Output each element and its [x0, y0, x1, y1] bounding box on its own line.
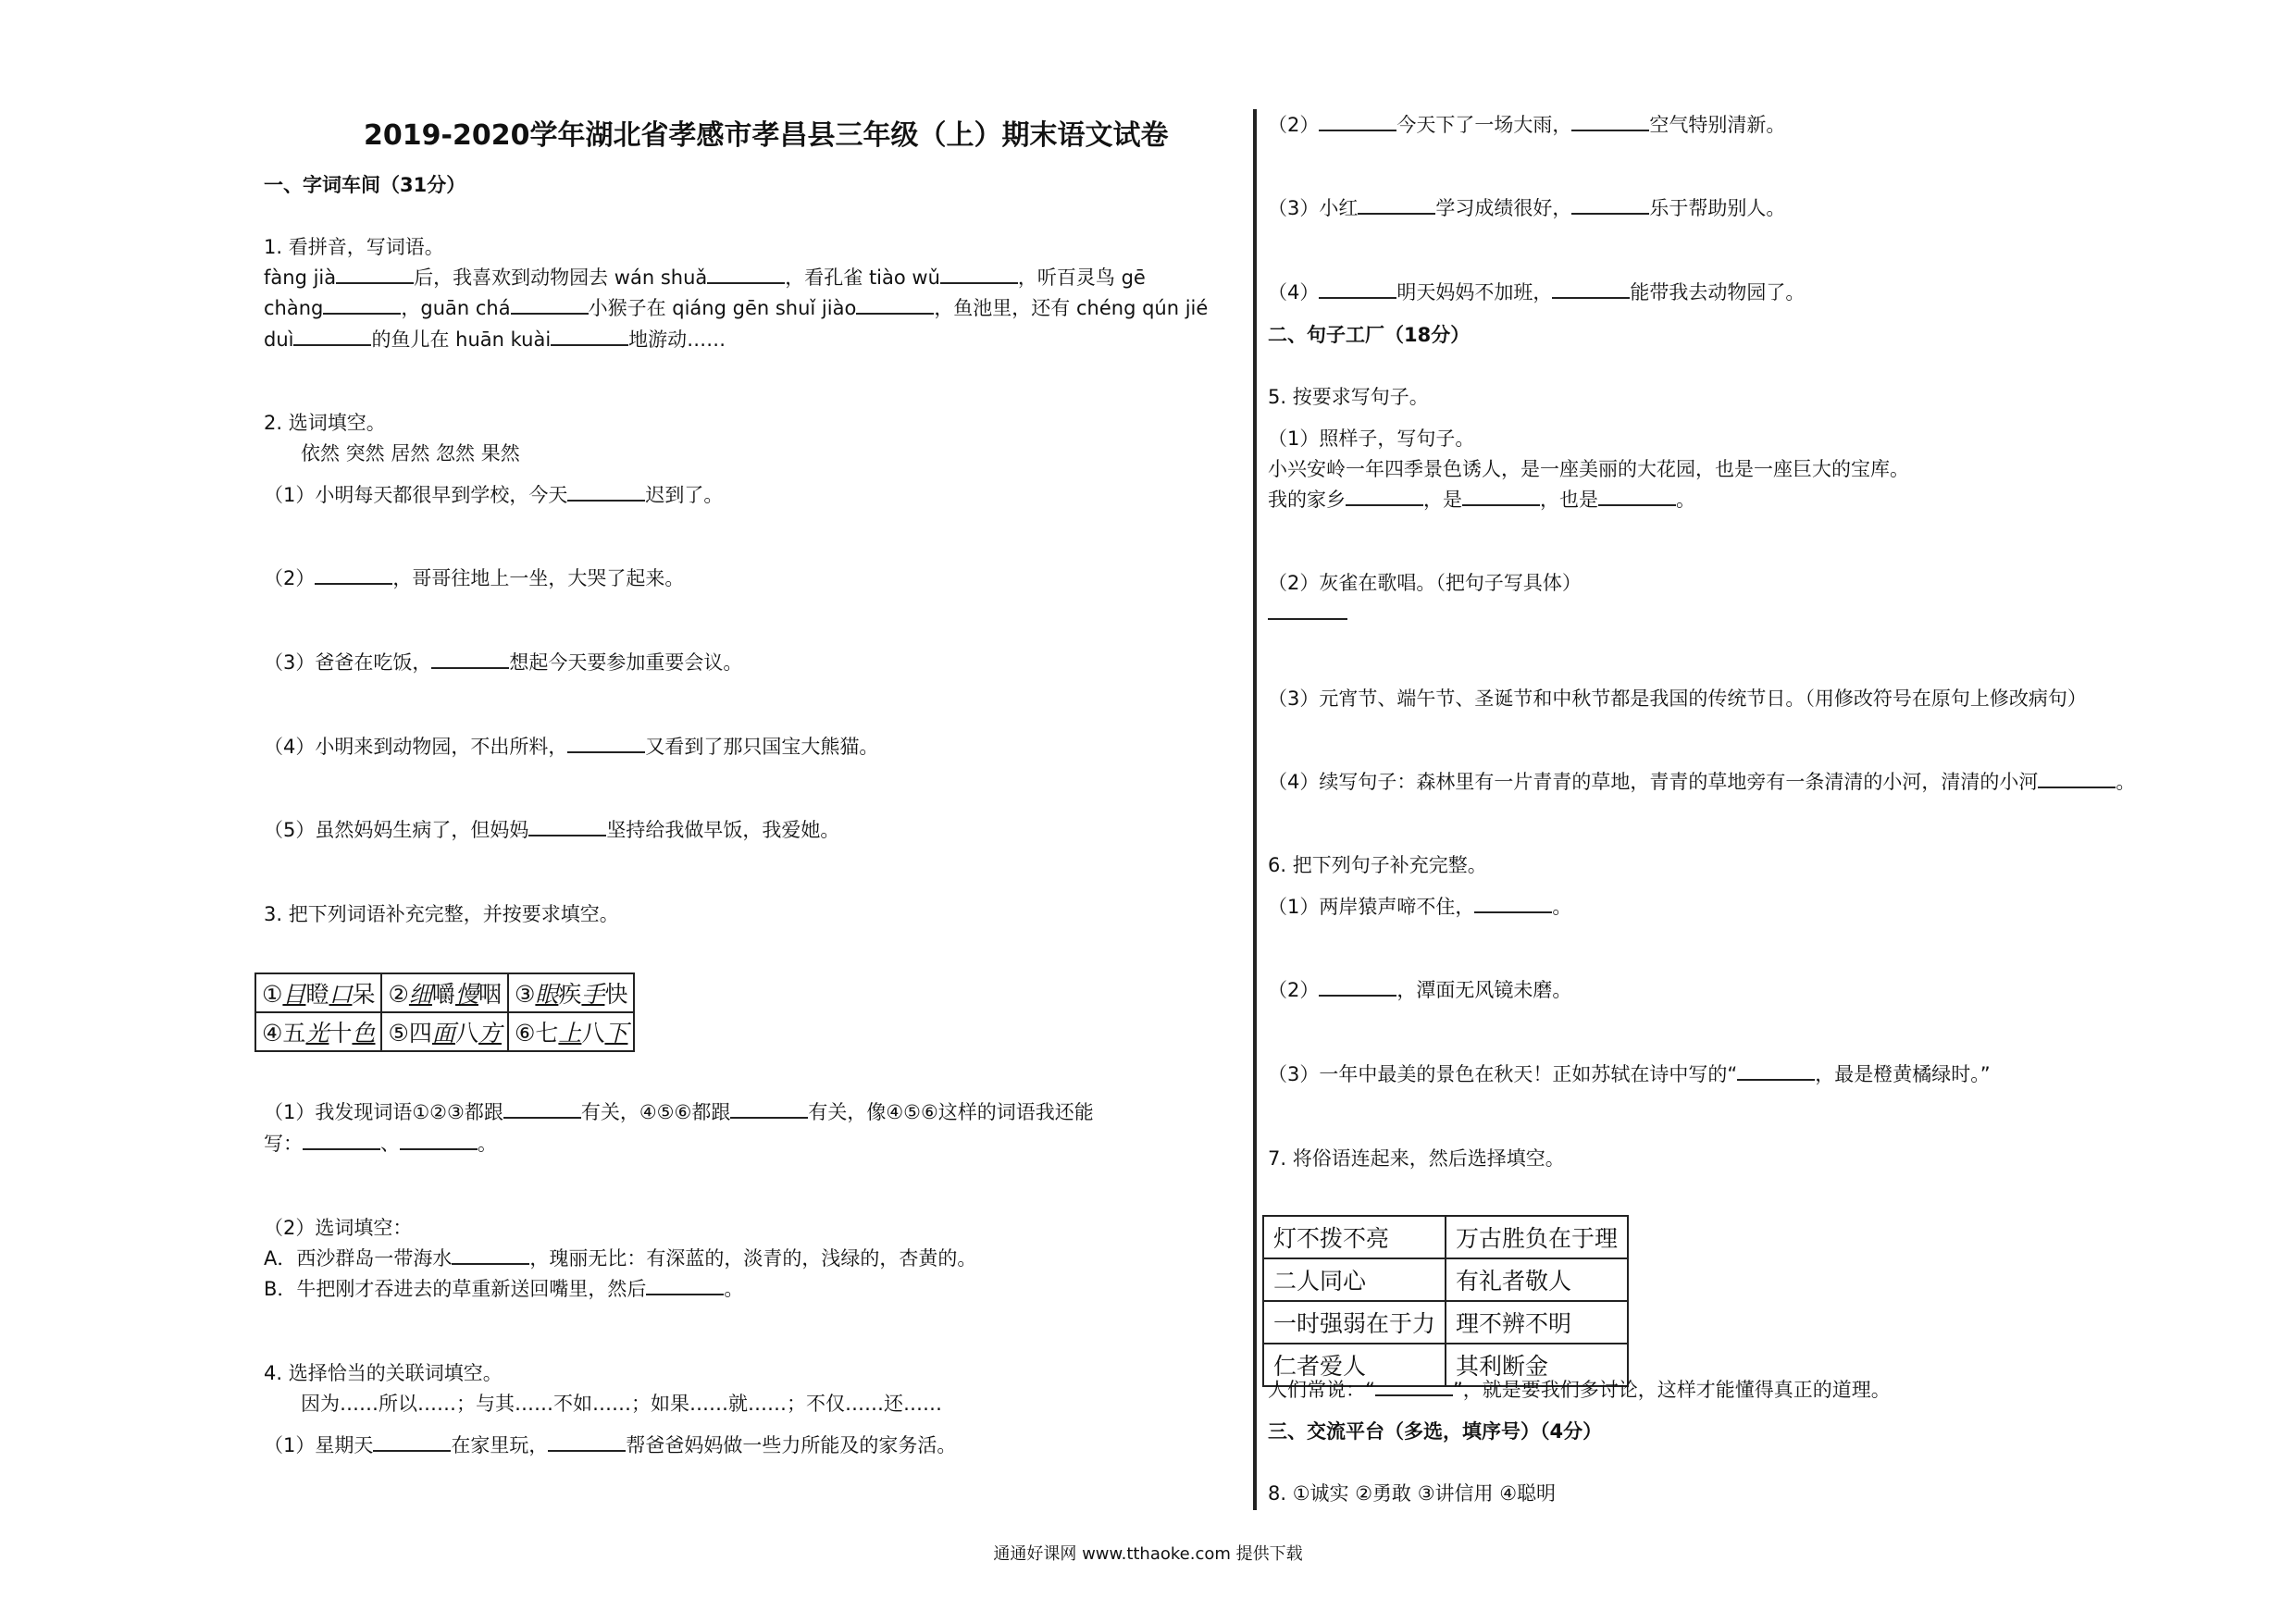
- answer-blank[interactable]: [1462, 486, 1540, 506]
- q7-fill: 人们常说：“ ”，就是要我们多讨论，这样才能懂得真正的道理。: [1268, 1376, 1891, 1404]
- q3-stem: 3. 把下列词语补充完整，并按要求填空。: [264, 903, 619, 925]
- answer-blank[interactable]: [730, 1098, 808, 1119]
- q5-sub3: （3）元宵节、端午节、圣诞节和中秋节都是我国的传统节日。（用修改符号在原句上修改病句）: [1268, 688, 2087, 710]
- table-cell: 一时强弱在于力: [1263, 1301, 1446, 1344]
- q6-item-2: （2） ，潭面无风镜未磨。: [1268, 976, 1571, 1004]
- q3-sub2-b: B．牛把刚才吞进去的草重新送回嘴里，然后 。: [264, 1275, 743, 1303]
- q1-line1: fàng jià 后，我喜欢到动物园去 wán shuǎ ，看孔雀 tiào wǔ ，听百灵鸟 gē: [264, 264, 1146, 291]
- answer-blank[interactable]: [1319, 111, 1396, 131]
- table-cell: 仁者爱人: [1263, 1344, 1446, 1386]
- table-cell: 其利断金: [1446, 1344, 1628, 1386]
- answer-blank[interactable]: [528, 816, 606, 836]
- q5-sub4: （4）续写句子：森林里有一片青青的草地，青青的草地旁有一条清清的小河，清清的小河 。: [1268, 768, 2135, 796]
- q7-stem: 7. 将俗语连起来，然后选择填空。: [1268, 1147, 1565, 1170]
- q2-item-3: （3）爸爸在吃饭， 想起今天要参加重要会议。: [264, 649, 742, 676]
- q5-fill-sentence: 我的家乡 ，是 ，也是 。: [1268, 486, 1695, 514]
- q4-item-1: （1）星期天 在家里玩， 帮爸爸妈妈做一些力所能及的家务活。: [264, 1431, 956, 1459]
- proverb-table: [1262, 1215, 1629, 1387]
- q3-sub1-line1: （1）我发现词语①②③都跟 有关，④⑤⑥都跟 有关，像④⑤⑥这样的词语我还能: [264, 1098, 1094, 1126]
- q2-word-bank: 依然 突然 居然 忽然 果然: [301, 442, 520, 465]
- q5-stem: 5. 按要求写句子。: [1268, 386, 1429, 408]
- q4-stem: 4. 选择恰当的关联词填空。: [264, 1362, 503, 1384]
- q2-item-1: （1）小明每天都很早到学校，今天 迟到了。: [264, 481, 723, 509]
- answer-blank[interactable]: [1358, 194, 1435, 215]
- answer-blank[interactable]: [2038, 768, 2116, 788]
- table-row: [255, 1012, 634, 1051]
- q3-sub2-a: A．西沙群岛一带海水 ，瑰丽无比：有深蓝的，淡青的，浅绿的，杏黄的。: [264, 1245, 976, 1272]
- answer-blank[interactable]: [1571, 194, 1649, 215]
- answer-blank[interactable]: [548, 1431, 626, 1452]
- q2-item-5: （5）虽然妈妈生病了，但妈妈 坚持给我做早饭，我爱她。: [264, 816, 839, 844]
- table-row: [1263, 1216, 1628, 1258]
- answer-blank[interactable]: [1319, 279, 1396, 299]
- answer-blank[interactable]: [431, 649, 509, 669]
- table-row: [255, 973, 634, 1012]
- answer-line[interactable]: [1268, 618, 1347, 620]
- answer-blank[interactable]: [511, 294, 589, 315]
- answer-blank[interactable]: [1598, 486, 1676, 506]
- answer-blank[interactable]: [1552, 279, 1630, 299]
- column-divider: [1253, 109, 1257, 1510]
- table-cell: 二人同心: [1263, 1258, 1446, 1301]
- answer-blank[interactable]: [646, 1275, 724, 1295]
- answer-blank[interactable]: [315, 564, 392, 585]
- q2-stem: 2. 选词填空。: [264, 412, 386, 434]
- q5-example-sentence: 小兴安岭一年四季景色诱人，是一座美丽的大花园，也是一座巨大的宝库。: [1268, 458, 1909, 480]
- answer-blank[interactable]: [336, 264, 414, 284]
- q1-line2: chàng ，guān chá 小猴子在 qiáng gēn shuǐ jiào ，鱼池里，还有 chéng qún jié: [264, 294, 1208, 322]
- answer-blank[interactable]: [567, 733, 645, 753]
- q3-sub2-heading: （2）选词填空：: [264, 1217, 413, 1239]
- table-cell: ④五光十色: [255, 1012, 381, 1051]
- table-row: [1263, 1258, 1628, 1301]
- q6-item-3: （3）一年中最美的景色在秋天！正如苏轼在诗中写的“ ，最是橙黄橘绿时。”: [1268, 1060, 1991, 1088]
- q6-stem: 6. 把下列句子补充完整。: [1268, 854, 1487, 876]
- q4-word-bank: 因为……所以……；与其……不如……；如果……就……；不仅……还……: [301, 1393, 942, 1415]
- answer-blank[interactable]: [856, 294, 934, 315]
- table-cell: 有礼者敬人: [1446, 1258, 1628, 1301]
- answer-blank[interactable]: [707, 264, 785, 284]
- section-2-heading: 二、句子工厂（18分）: [1268, 324, 1471, 346]
- answer-blank[interactable]: [567, 481, 645, 502]
- answer-blank[interactable]: [323, 294, 401, 315]
- table-cell: ③眼疾手快: [508, 973, 634, 1012]
- table-cell: ⑤四面八方: [381, 1012, 507, 1051]
- answer-blank[interactable]: [373, 1431, 451, 1452]
- table-cell: ②细嚼慢咽: [381, 973, 507, 1012]
- q3-sub1-line2: 写： 、 。: [264, 1130, 497, 1158]
- q2-item-2: （2） ，哥哥往地上一坐，大哭了起来。: [264, 564, 684, 592]
- answer-blank[interactable]: [1346, 486, 1423, 506]
- q6-item-1: （1）两岸猿声啼不住， 。: [1268, 893, 1571, 921]
- q5-sub2: （2）灰雀在歌唱。（把句子写具体）: [1268, 572, 1582, 594]
- q4-item-4: （4） 明天妈妈不加班， 能带我去动物园了。: [1268, 279, 1805, 306]
- answer-blank[interactable]: [551, 326, 628, 346]
- q1-line3: duì 的鱼儿在 huān kuài 地游动……: [264, 326, 726, 353]
- table-cell: 灯不拨不亮: [1263, 1216, 1446, 1258]
- q4-item-2: （2） 今天下了一场大雨， 空气特别清新。: [1268, 111, 1785, 139]
- q8-stem: 8. ①诚实 ②勇敢 ③讲信用 ④聪明: [1268, 1482, 1557, 1505]
- answer-blank[interactable]: [1319, 976, 1396, 997]
- section-1-heading: 一、字词车间（31分）: [264, 174, 466, 196]
- q4-item-3: （3）小红 学习成绩很好， 乐于帮助别人。: [1268, 194, 1785, 222]
- page-footer: 通通好课网 www.tthaoke.com 提供下载: [993, 1544, 1303, 1564]
- answer-blank[interactable]: [940, 264, 1018, 284]
- page-title: 2019-2020学年湖北省孝感市孝昌县三年级（上）期末语文试卷: [364, 119, 1169, 152]
- q2-item-4: （4）小明来到动物园，不出所料， 又看到了那只国宝大熊猫。: [264, 733, 878, 761]
- idiom-table: [254, 973, 635, 1052]
- table-cell: 理不辨不明: [1446, 1301, 1628, 1344]
- section-3-heading: 三、交流平台（多选，填序号）（4分）: [1268, 1420, 1603, 1443]
- answer-blank[interactable]: [1571, 111, 1649, 131]
- answer-blank[interactable]: [303, 1130, 380, 1150]
- table-cell: ⑥七上八下: [508, 1012, 634, 1051]
- answer-blank[interactable]: [293, 326, 371, 346]
- table-cell: 万古胜负在于理: [1446, 1216, 1628, 1258]
- answer-blank[interactable]: [1375, 1376, 1453, 1396]
- answer-blank[interactable]: [1737, 1060, 1815, 1081]
- answer-blank[interactable]: [1474, 893, 1552, 913]
- q5-sub1-heading: （1）照样子，写句子。: [1268, 427, 1475, 450]
- answer-blank[interactable]: [452, 1245, 529, 1265]
- table-cell: ①目瞪口呆: [255, 973, 381, 1012]
- answer-blank[interactable]: [503, 1098, 581, 1119]
- answer-blank[interactable]: [400, 1130, 478, 1150]
- table-row: [1263, 1301, 1628, 1344]
- q1-stem: 1. 看拼音，写词语。: [264, 236, 444, 258]
